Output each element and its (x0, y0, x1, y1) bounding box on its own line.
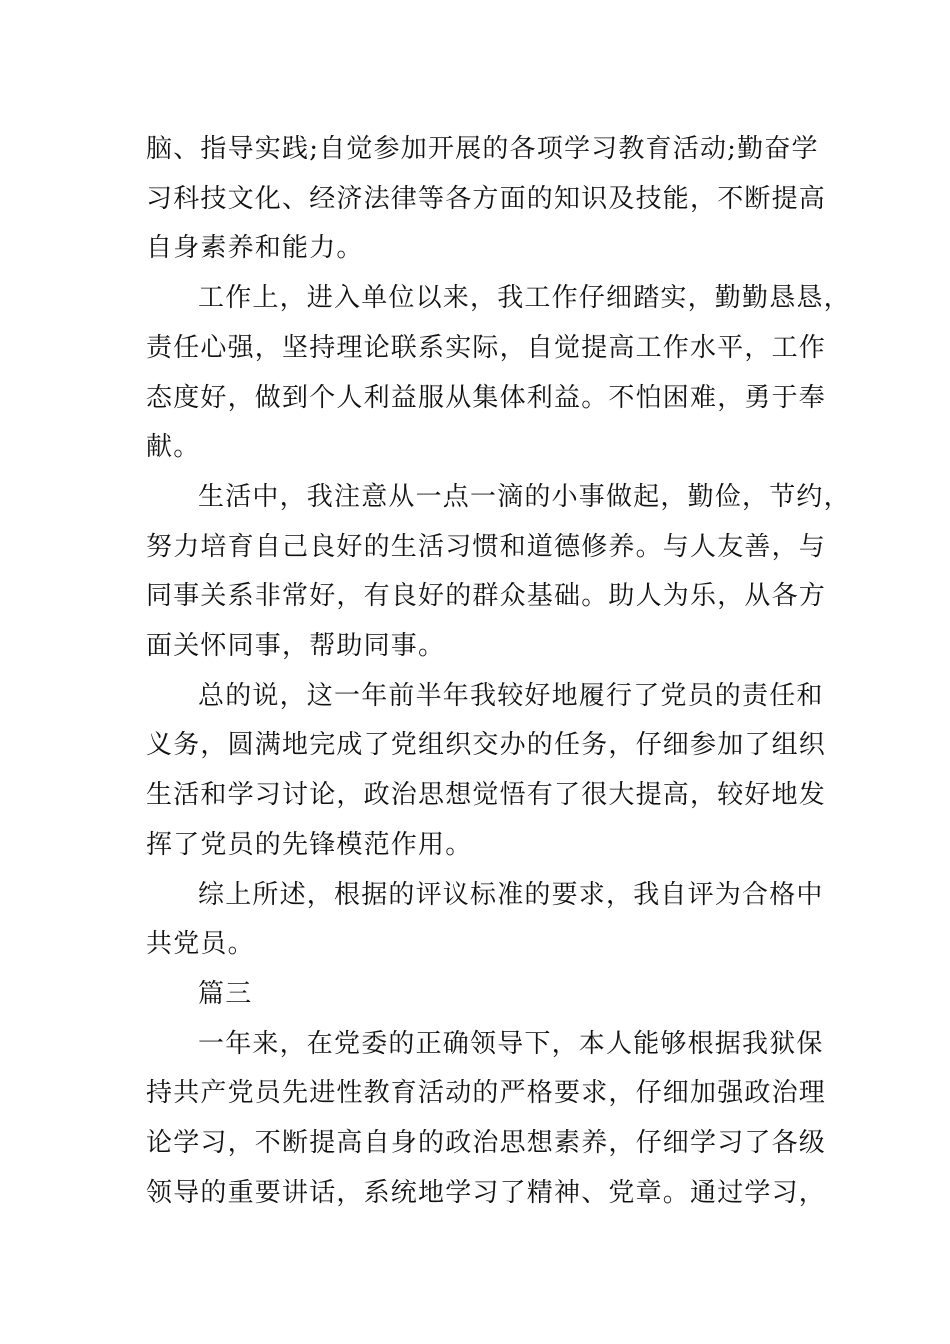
paragraph-line: 献。 (146, 432, 201, 463)
paragraph-3 (146, 473, 851, 672)
paragraph-line: 生活和学习讨论，政治思想觉悟有了很大提高，较好地发 (146, 780, 827, 811)
paragraph-line: 同事关系非常好，有良好的群众基础。助人为乐，从各方 (146, 581, 827, 612)
paragraph-line: 生活中，我注意从一点一滴的小事做起，勤俭，节约， (198, 481, 851, 512)
section-heading (146, 970, 816, 1020)
paragraph-line: 挥了党员的先锋模范作用。 (146, 829, 473, 860)
document-body (146, 125, 851, 1218)
paragraph-line: 努力培育自己良好的生活习惯和道德修养。与人友善，与 (146, 531, 827, 562)
paragraph-6 (146, 1020, 827, 1219)
paragraph-line: 工作上，进入单位以来，我工作仔细踏实，勤勤恳恳， (198, 283, 851, 314)
paragraph-line: 总的说，这一年前半年我较好地履行了党员的责任和 (198, 680, 824, 711)
paragraph-line: 面关怀同事，帮助同事。 (146, 631, 446, 662)
paragraph-5 (146, 871, 824, 970)
paragraph-line: 习科技文化、经济法律等各方面的知识及技能，不断提高 (146, 183, 827, 214)
paragraph-4 (146, 672, 827, 871)
paragraph-line: 综上所述，根据的评议标准的要求，我自评为合格中 (198, 879, 824, 910)
paragraph-1 (146, 125, 827, 274)
paragraph-line: 论学习，不断提高自身的政治思想素养，仔细学习了各级 (146, 1128, 827, 1159)
paragraph-line: 义务，圆满地完成了党组织交办的任务，仔细参加了组织 (146, 730, 827, 761)
paragraph-line: 一年来，在党委的正确领导下，本人能够根据我狱保 (198, 1028, 824, 1059)
paragraph-line: 脑、指导实践;自觉参加开展的各项学习教育活动;勤奋学 (146, 134, 819, 164)
paragraph-line: 共党员。 (146, 929, 255, 960)
paragraph-line: 自身素养和能力。 (146, 233, 364, 264)
paragraph-2 (146, 274, 851, 473)
paragraph-line: 持共产党员先进性教育活动的严格要求，仔细加强政治理 (146, 1078, 827, 1109)
paragraph-line: 领导的重要讲话，系统地学习了精神、党章。通过学习， (146, 1177, 827, 1208)
paragraph-line: 态度好，做到个人利益服从集体利益。不怕困难，勇于奉 (146, 382, 827, 413)
paragraph-line: 责任心强，坚持理论联系实际，自觉提高工作水平，工作 (146, 332, 827, 363)
section-title: 篇三 (198, 978, 253, 1009)
